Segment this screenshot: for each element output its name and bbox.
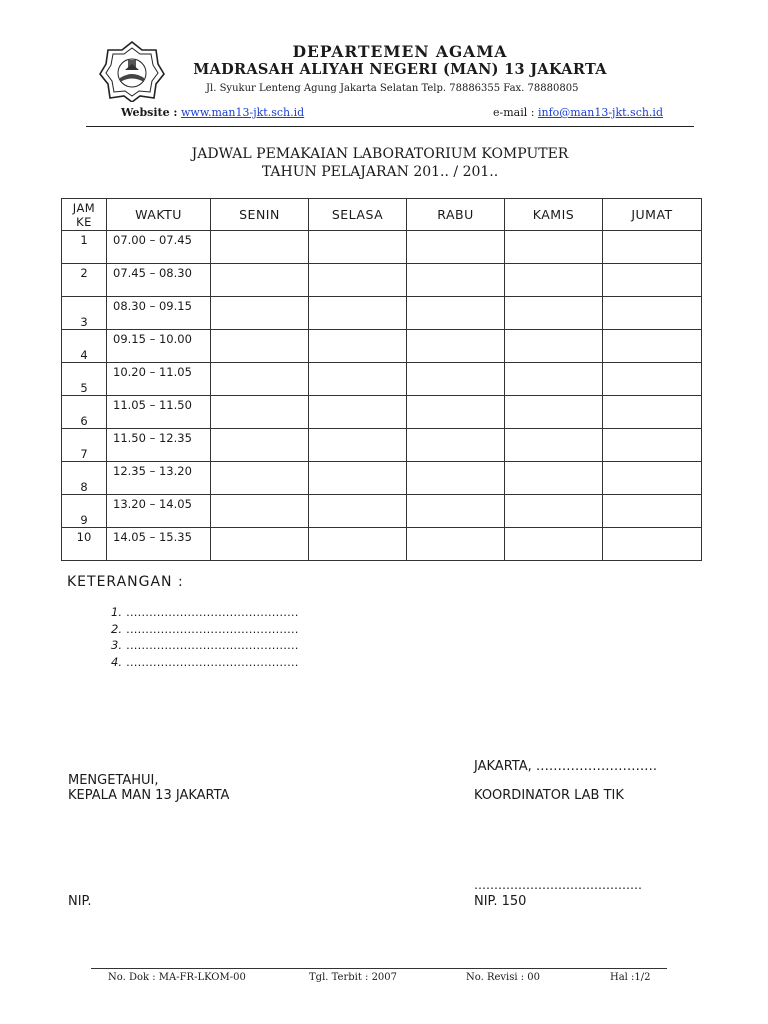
mengetahui-label: MENGETAHUI,	[68, 773, 159, 788]
right-nip: NIP. 150	[474, 894, 527, 909]
header-divider	[86, 126, 694, 127]
jam-cell	[62, 297, 107, 330]
table-header-row	[62, 199, 702, 231]
schedule-cell-selasa	[309, 330, 407, 363]
jam-number: 10	[76, 530, 92, 544]
schedule-cell-kamis	[505, 396, 603, 429]
schedule-cell-kamis	[505, 363, 603, 396]
jam-cell	[62, 330, 107, 363]
schedule-cell-selasa	[309, 231, 407, 264]
kepala-title: KEPALA MAN 13 JAKARTA	[68, 788, 230, 803]
school-logo	[98, 40, 166, 102]
jam-number: 5	[80, 381, 88, 395]
jam-cell	[62, 264, 107, 297]
list-item: 4. ………………………………………	[111, 654, 299, 669]
jam-cell	[62, 495, 107, 528]
schedule-cell-senin	[211, 297, 309, 330]
schedule-cell-senin	[211, 495, 309, 528]
schedule-cell-rabu	[407, 462, 505, 495]
schedule-cell-senin	[211, 330, 309, 363]
schedule-cell-selasa	[309, 462, 407, 495]
schedule-cell-rabu	[407, 429, 505, 462]
schedule-cell-rabu	[407, 231, 505, 264]
schedule-cell-jumat	[603, 231, 702, 264]
schedule-cell-selasa	[309, 495, 407, 528]
document-title: JADWAL PEMAKAIAN LABORATORIUM KOMPUTER	[191, 146, 569, 162]
time-range: 07.45 – 08.30	[113, 266, 192, 280]
list-item: 3. ………………………………………	[111, 638, 299, 652]
signature-dots: ……………………………………	[474, 878, 642, 892]
lab-schedule-table	[61, 198, 702, 561]
waktu-cell	[107, 264, 211, 297]
header-rabu: RABU	[407, 199, 505, 231]
jam-number: 1	[80, 233, 88, 247]
schedule-cell-rabu	[407, 396, 505, 429]
schedule-cell-kamis	[505, 528, 603, 561]
ministry-emblem-icon	[98, 40, 166, 102]
schedule-cell-rabu	[407, 528, 505, 561]
schedule-cell-rabu	[407, 330, 505, 363]
jam-number: 3	[80, 315, 88, 329]
jam-cell	[62, 429, 107, 462]
schedule-cell-selasa	[309, 396, 407, 429]
schedule-cell-senin	[211, 396, 309, 429]
jam-number: 7	[80, 447, 88, 461]
table-row	[62, 363, 702, 396]
keterangan-label: KETERANGAN :	[67, 574, 184, 590]
time-range: 11.50 – 12.35	[113, 431, 192, 445]
waktu-cell	[107, 231, 211, 264]
footer-divider	[91, 968, 667, 969]
jam-cell	[62, 363, 107, 396]
email-row	[493, 106, 663, 119]
jam-number: 8	[80, 480, 88, 494]
time-range: 12.35 – 13.20	[113, 464, 192, 478]
table-row	[62, 429, 702, 462]
table-row	[62, 462, 702, 495]
academic-year: TAHUN PELAJARAN 201.. / 201..	[261, 164, 499, 180]
waktu-cell	[107, 462, 211, 495]
header-kamis: KAMIS	[505, 199, 603, 231]
website-row	[121, 106, 304, 119]
table-row	[62, 528, 702, 561]
schedule-cell-kamis	[505, 297, 603, 330]
footer-doc-number: No. Dok : MA-FR-LKOM-00	[108, 972, 246, 983]
schedule-cell-rabu	[407, 363, 505, 396]
list-item: 2. ………………………………………	[111, 621, 299, 636]
table-row	[62, 495, 702, 528]
schedule-cell-rabu	[407, 264, 505, 297]
schedule-cell-jumat	[603, 396, 702, 429]
waktu-cell	[107, 528, 211, 561]
waktu-cell	[107, 396, 211, 429]
table-row	[62, 330, 702, 363]
schedule-cell-rabu	[407, 297, 505, 330]
schedule-cell-jumat	[603, 429, 702, 462]
jam-cell	[62, 396, 107, 429]
jam-cell	[62, 528, 107, 561]
website-link[interactable]: www.man13-jkt.sch.id	[181, 106, 305, 119]
keterangan-list	[100, 604, 299, 670]
email-label: e-mail :	[493, 106, 535, 119]
waktu-cell	[107, 495, 211, 528]
time-range: 08.30 – 09.15	[113, 299, 192, 313]
schedule-cell-kamis	[505, 429, 603, 462]
schedule-cell-jumat	[603, 297, 702, 330]
schedule-cell-selasa	[309, 297, 407, 330]
schedule-cell-kamis	[505, 264, 603, 297]
waktu-cell	[107, 297, 211, 330]
table-row	[62, 297, 702, 330]
schedule-cell-senin	[211, 363, 309, 396]
website-label: Website :	[121, 106, 178, 119]
header-senin: SENIN	[211, 199, 309, 231]
waktu-cell	[107, 429, 211, 462]
place-date: JAKARTA, ……………………….	[474, 759, 657, 774]
schedule-cell-senin	[211, 231, 309, 264]
footer-page: Hal :1/2	[610, 972, 651, 983]
jam-number: 6	[80, 414, 88, 428]
schedule-cell-selasa	[309, 429, 407, 462]
department-name: DEPARTEMEN AGAMA	[292, 42, 508, 61]
waktu-cell	[107, 330, 211, 363]
table-row	[62, 231, 702, 264]
schedule-cell-jumat	[603, 264, 702, 297]
schedule-cell-jumat	[603, 495, 702, 528]
school-name: MADRASAH ALIYAH NEGERI (MAN) 13 JAKARTA	[193, 61, 607, 78]
schedule-cell-kamis	[505, 462, 603, 495]
schedule-cell-jumat	[603, 462, 702, 495]
left-nip: NIP.	[68, 894, 92, 909]
schedule-cell-rabu	[407, 495, 505, 528]
schedule-cell-kamis	[505, 330, 603, 363]
schedule-cell-kamis	[505, 231, 603, 264]
waktu-cell	[107, 363, 211, 396]
schedule-cell-selasa	[309, 264, 407, 297]
jam-cell	[62, 462, 107, 495]
school-address: Jl. Syukur Lenteng Agung Jakarta Selatan Telp. 78886355 Fax. 78880805	[206, 83, 579, 94]
schedule-cell-jumat	[603, 363, 702, 396]
table-row	[62, 396, 702, 429]
schedule-cell-senin	[211, 264, 309, 297]
time-range: 14.05 – 15.35	[113, 530, 192, 544]
table-row	[62, 264, 702, 297]
jam-number: 2	[80, 266, 88, 280]
jam-cell	[62, 231, 107, 264]
schedule-cell-selasa	[309, 363, 407, 396]
koordinator-title: KOORDINATOR LAB TIK	[474, 788, 624, 803]
jam-number: 4	[80, 348, 88, 362]
footer-revision: No. Revisi : 00	[466, 972, 541, 983]
footer-issue-date: Tgl. Terbit : 2007	[309, 972, 398, 983]
list-item: 1. ………………………………………	[111, 605, 299, 619]
schedule-cell-senin	[211, 528, 309, 561]
header-waktu: WAKTU	[107, 199, 211, 231]
header-jam-ke: JAM KE	[62, 199, 107, 231]
schedule-cell-jumat	[603, 528, 702, 561]
header-selasa: SELASA	[309, 199, 407, 231]
schedule-cell-selasa	[309, 528, 407, 561]
schedule-cell-kamis	[505, 495, 603, 528]
time-range: 10.20 – 11.05	[113, 365, 192, 379]
schedule-cell-jumat	[603, 330, 702, 363]
schedule-cell-senin	[211, 462, 309, 495]
header-jumat: JUMAT	[603, 199, 702, 231]
time-range: 07.00 – 07.45	[113, 233, 192, 247]
schedule-cell-senin	[211, 429, 309, 462]
time-range: 11.05 – 11.50	[113, 398, 192, 412]
time-range: 09.15 – 10.00	[113, 332, 192, 346]
time-range: 13.20 – 14.05	[113, 497, 192, 511]
jam-number: 9	[80, 513, 88, 527]
email-link[interactable]: info@man13-jkt.sch.id	[537, 106, 663, 119]
